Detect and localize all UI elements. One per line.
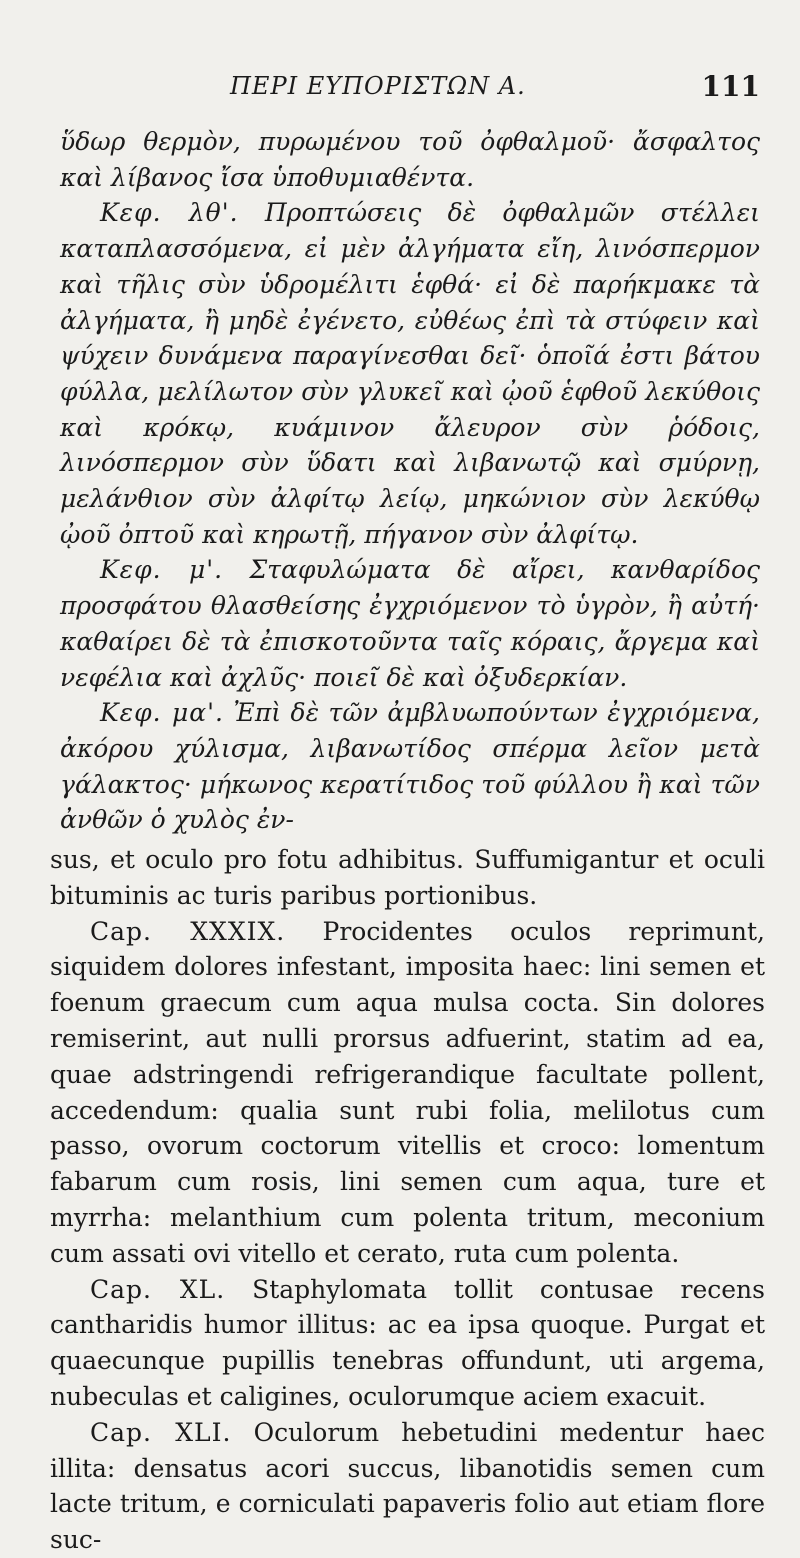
chapter-label: Cap. XLI.: [90, 1417, 232, 1447]
greek-paragraph-text: ὕδωρ θερμὸν, πυρωμένου τοῦ ὀφθαλμοῦ· ἄσφαλτος καὶ λίβανος ἴσα ὑποθυμιαθέντα.: [60, 127, 760, 192]
latin-paragraph-text: Procidentes oculos reprimunt, siquidem dolores infestant, imposita haec: lini semen et foenum graecum cum aqua mulsa cocta. Sin dolores remiserint, aut nulli prorsus adfuerint, statim ad ea, quae adstringendi refrigerandique facultate pollent, accedendum: qualia sunt rubi folia, melilotus cum passo, ovorum coctorum vitellis et croco: lomentum fabarum cum rosis, lini semen cum aqua, ture et myrrha: melanthium cum polenta tritum, meconium cum assati ovi vitello et cerato, ruta cum polenta.: [50, 916, 765, 1268]
page-header: [55, 72, 760, 112]
greek-paragraph-text: Ἐπὶ δὲ τῶν ἀμβλυωπούντων ἐγχριόμενα, ἀκόρου χύλισμα, λιβανωτίδος σπέρμα λεῖον μετὰ γάλακτος· μήκωνος κερατίτιδος τοῦ φύλλου ἢ καὶ τῶν ἀνθῶν ὁ χυλὸς ἐν-: [60, 698, 760, 835]
greek-paragraph: [60, 552, 760, 695]
greek-paragraph-text: Σταφυλώματα δὲ αἴρει, κανθαρίδος προσφάτου θλασθείσης ἐγχριόμενον τὸ ὑγρὸν, ἢ αὐτή· καθαίρει δὲ τὰ ἐπισκοτοῦντα ταῖς κόραις, ἄργεμα καὶ νεφέλια καὶ ἀχλῦς· ποιεῖ δὲ καὶ ὀξυδερκίαν.: [60, 555, 761, 692]
chapter-label: Cap. XXXIX.: [90, 916, 286, 946]
chapter-label: Κεφ. μ'.: [100, 555, 224, 585]
running-title: ΠΕΡΙ ΕΥΠΟΡΙΣΤΩΝ Α.: [230, 72, 526, 100]
latin-paragraph-text: sus, et oculo pro fotu adhibitus. Suffumigantur et oculi bituminis ac turis paribus portionibus.: [50, 845, 765, 910]
latin-paragraph-text: Staphylomata tollit contusae recens cantharidis humor illitus: ac ea ipsa quoque. Purgat et quaecunque pupillis tenebras offundunt, uti argema, nubeculas et caligines, oculorumque aciem exacuit.: [50, 1274, 765, 1411]
chapter-label: Κεφ. λθ'.: [100, 198, 239, 228]
latin-paragraph: [50, 842, 765, 914]
chapter-label: Κεφ. μα'.: [100, 698, 224, 728]
latin-paragraph: [50, 1272, 765, 1415]
greek-paragraph: [60, 195, 760, 552]
greek-paragraph-text: Προπτώσεις δὲ ὀφθαλμῶν στέλλει καταπλασσόμενα, εἰ μὲν ἀλγήματα εἴη, λινόσπερμον καὶ τῆλις σὺν ὑδρομέλιτι ἑφθά· εἰ δὲ παρήκμακε τὰ ἀλγήματα, ἢ μηδὲ ἐγένετο, εὐθέως ἐπὶ τὰ στύφειν καὶ ψύχειν δυνάμενα παραγίνεσθαι δεῖ· ὁποῖά ἐστι βάτου φύλλα, μελίλωτον σὺν γλυκεῖ καὶ ᾠοῦ ἑφθοῦ λεκύθοις καὶ κρόκῳ, κυάμινον ἄλευρον σὺν ῥόδοις, λινόσπερμον σὺν ὕδατι καὶ λιβανωτῷ καὶ σμύρνῃ, μελάνθιον σὺν ἀλφίτῳ λείῳ, μηκώνιον σὺν λεκύθῳ ᾠοῦ ὀπτοῦ καὶ κηρωτῇ, πήγανον σὺν ἀλφίτῳ.: [60, 198, 760, 549]
latin-text-block: [50, 842, 765, 1558]
latin-paragraph: [50, 914, 765, 1272]
greek-paragraph: [60, 695, 760, 838]
greek-text-block: [60, 124, 760, 838]
latin-paragraph: [50, 1415, 765, 1558]
chapter-label: Cap. XL.: [90, 1274, 226, 1304]
page-number: 111: [701, 70, 760, 103]
greek-paragraph: [60, 124, 760, 195]
latin-paragraph-text: Oculorum hebetudini medentur haec illita: densatus acori succus, libanotidis semen cum lacte tritum, e corniculati papaveris folio aut etiam flore suc-: [50, 1417, 765, 1555]
